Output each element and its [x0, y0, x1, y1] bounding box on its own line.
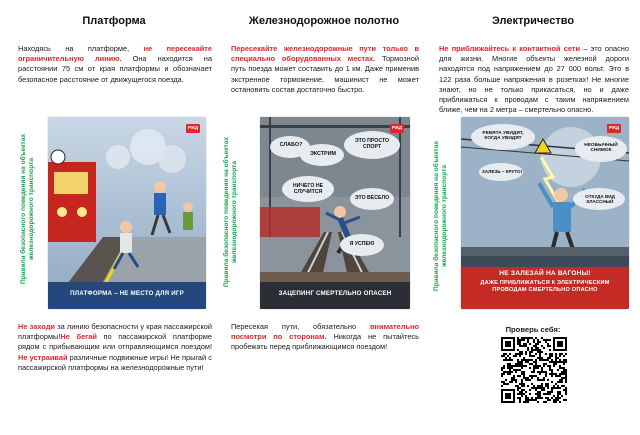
- emphasis-text: внимательно посмотри по сторонам.: [231, 322, 419, 342]
- speech-bubble: ЭТО ВЕСЕЛО: [354, 195, 390, 201]
- speech-bubble: РЕБЯТА УВИДЯТ, КОГДА УВИДЯТ: [482, 131, 524, 141]
- outro-text: [231, 322, 419, 353]
- speech-bubble: Я УСПЕЮ: [349, 241, 375, 247]
- speech-bubble: ЭКСТРИМ: [309, 151, 337, 157]
- body-text: различные подвижные игры! Не прыгай с пассажирской платформы на железнодорожные пути!: [18, 352, 212, 372]
- emphasis-text: Не устраивай: [18, 352, 68, 362]
- column-platform: [14, 0, 214, 435]
- body-text: Она находится на расстоянии 75 см от края платформы и обозначает безопасное расстояние от движущегося поезда.: [18, 54, 212, 84]
- outro-text: [18, 322, 212, 373]
- speech-bubble: НЕОБЫЧНЫЙ СНИМОК: [584, 143, 618, 153]
- rzd-logo: РЖД: [391, 125, 403, 130]
- body-text: Тормозной путь поезда может составить до 1 км. Даже применив экстренное торможение, машинист не может остановить состав достаточно быстро.: [231, 54, 419, 94]
- intro-text: [439, 44, 629, 115]
- speech-bubble: ЭТО ПРОСТО СПОРТ: [354, 138, 390, 150]
- emphasis-text: не пересекайте ограничительную линию.: [18, 44, 212, 64]
- body-text: Пересекая пути, обязательно: [231, 322, 371, 331]
- qr-code-icon: [501, 337, 567, 403]
- body-text: за линию безопасности у края пассажирской платформы!: [18, 322, 212, 342]
- poster-caption: ПЛАТФОРМА – НЕ МЕСТО ДЛЯ ИГР: [70, 290, 184, 297]
- poster-caption: ЗАЦЕПИНГ СМЕРТЕЛЬНО ОПАСЕН: [278, 290, 392, 297]
- poster-platform-illustration: [48, 117, 206, 309]
- side-label: Правила безопасного поведения на объектах железнодорожного транспорта: [223, 137, 238, 288]
- side-label: Правила безопасного поведения на объектах железнодорожного транспорта: [20, 134, 35, 285]
- qr-code[interactable]: [501, 337, 567, 403]
- column-title: Электричество: [491, 15, 575, 27]
- column-electricity: [435, 0, 631, 435]
- column-title: Платформа: [82, 15, 146, 27]
- rzd-logo: РЖД: [608, 125, 620, 130]
- body-text: Никогда не пытайтесь пробежать перед приближающимся поездом!: [231, 332, 419, 352]
- intro-text: [18, 44, 212, 85]
- body-text: по пассажирской платформе рядом с прибывающим или отправляющимся поездом!: [18, 332, 212, 352]
- rzd-logo: РЖД: [187, 125, 199, 130]
- body-text: – это опасно для жизни. Многие объекты железной дороги находятся под напряжением до 27 000 вольт. Это в 122 раза больше напряжения в розетках! Не многие знают, но не только прикасаться, но и даже приближаться к проводам с таким напряжением ближе, чем на 2 метра – смертельно опасно.: [439, 44, 629, 115]
- speech-bubble: ЗАЛЕЗЬ – КРУТО!: [481, 169, 523, 174]
- poster-caption-main: НЕ ЗАЛЕЗАЙ НА ВАГОНЫ!: [499, 270, 591, 277]
- poster-railway: [260, 117, 410, 309]
- intro-text: [231, 44, 419, 95]
- column-railway: [223, 0, 421, 435]
- emphasis-text: Не приближайтесь к контактной сети: [439, 44, 580, 53]
- poster-caption-sub: ДАЖЕ ПРИБЛИЖАТЬСЯ К ЭЛЕКТРИЧЕСКИМ ПРОВОДАМ СМЕРТЕЛЬНО ОПАСНО: [480, 280, 610, 293]
- emphasis-text: Не заходи: [18, 322, 55, 331]
- column-title: Железнодорожное полотно: [248, 15, 400, 27]
- speech-bubble: СЛАБО?: [279, 142, 303, 148]
- body-text: Находясь на платформе,: [18, 44, 144, 53]
- side-label: Правила безопасного поведения на объектах железнодорожного транспорта: [433, 141, 448, 292]
- qr-title: Проверь себя:: [505, 325, 561, 334]
- emphasis-text: Не бегай: [60, 332, 97, 342]
- poster-electricity: [461, 117, 629, 309]
- poster-platform: [48, 117, 206, 309]
- speech-bubble: НИЧЕГО НЕ СЛУЧИТСЯ: [292, 183, 324, 195]
- emphasis-text: Пересекайте железнодорожные пути только в специально оборудованных местах.: [231, 44, 419, 64]
- speech-bubble: ОТКУДА ВИД КЛАССНЫЙ: [585, 194, 615, 204]
